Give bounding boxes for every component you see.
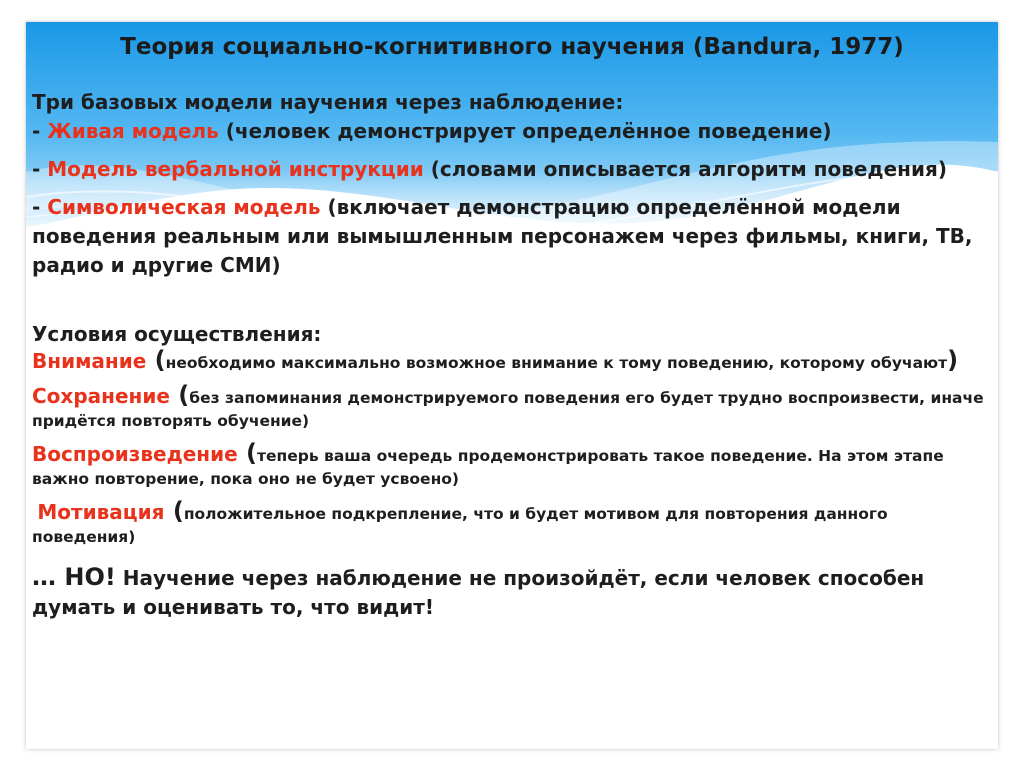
conclusion — [32, 563, 987, 622]
model-term: Модель вербальной инструкции — [47, 157, 424, 181]
condition-term: Внимание — [32, 349, 147, 373]
conditions-heading: Условия осуществления: — [32, 322, 322, 346]
model-term: Символическая модель — [47, 195, 321, 219]
condition-item-motivation: Мотивация (положительное подкрепление, что и будет мотивом для повторения данного поведения) — [32, 497, 888, 546]
slide — [26, 22, 998, 749]
condition-term: Сохранение — [32, 384, 170, 408]
slide-content — [26, 22, 998, 749]
slide-body — [32, 88, 987, 622]
conclusion-text: Научение через наблюдение не произойдёт, если человек способен думать и оценивать то, что видит! — [32, 566, 925, 619]
model-item-symbolic: - Символическая модель (включает демонстрацию определённой модели поведения реальным или вымышленным персонажем через фильмы, книги, ТВ, радио и другие СМИ) — [32, 195, 973, 277]
conclusion-lead: … НО! — [32, 563, 116, 591]
condition-item-attention: Внимание (необходимо максимально возможное внимание к тому поведению, которому обучают) — [32, 346, 959, 374]
model-term: Живая модель — [47, 119, 219, 143]
model-item-live: - Живая модель (человек демонстрирует определённое поведение) — [32, 119, 832, 143]
condition-item-reproduction: Воспроизведение (теперь ваша очередь продемонстрировать такое поведение. На этом этапе важно повторение, пока оно не будет усвоено) — [32, 439, 944, 488]
condition-term: Воспроизведение — [32, 442, 238, 466]
condition-term: Мотивация — [37, 500, 165, 524]
model-item-verbal: - Модель вербальной инструкции (словами описывается алгоритм поведения) — [32, 157, 947, 181]
models-heading: Три базовых модели научения через наблюдение: — [32, 90, 624, 114]
condition-item-retention: Сохранение (без запоминания демонстрируемого поведения его будет трудно воспроизвести, иначе придётся повторять обучение) — [32, 381, 984, 430]
slide-title: Теория социально-когнитивного научения (Bandura, 1977) — [120, 34, 904, 60]
